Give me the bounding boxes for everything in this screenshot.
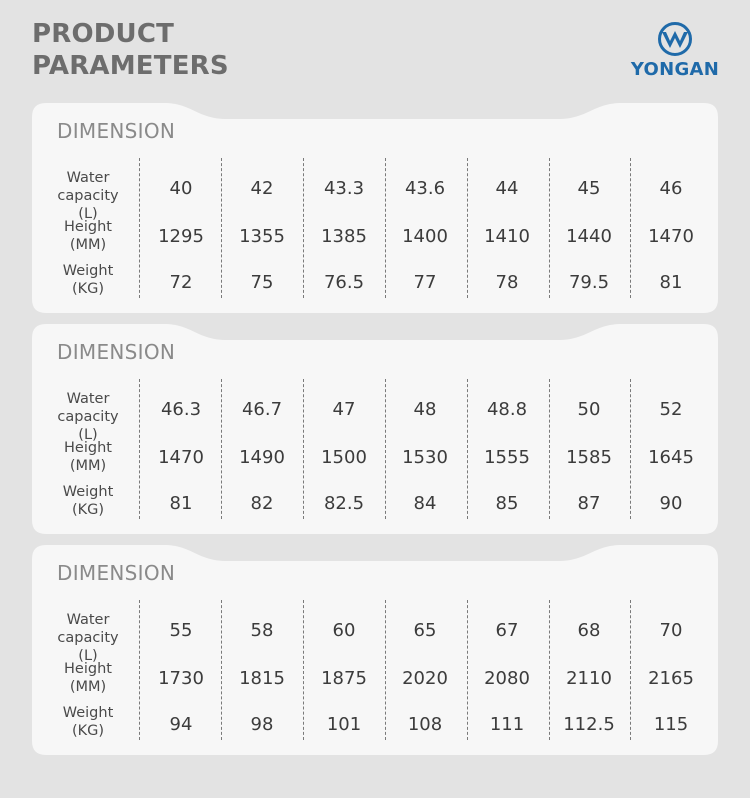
cell-water: 68	[577, 620, 601, 641]
cell-height: 1500	[321, 447, 367, 468]
cell-water: 67	[495, 620, 519, 641]
cell-water: 60	[332, 620, 356, 641]
cell-water: 43.3	[323, 178, 365, 199]
yongan-logo-icon	[658, 22, 692, 56]
row-label-line: Water	[66, 391, 110, 407]
cell-height: 1295	[158, 226, 204, 247]
cell-water: 50	[577, 399, 601, 420]
cell-weight: 115	[653, 714, 689, 735]
row-label-line: (L)	[78, 206, 98, 222]
cell-water: 70	[659, 620, 683, 641]
row-label-line: (KG)	[71, 723, 105, 739]
cell-height: 1585	[566, 447, 612, 468]
cell-water: 58	[250, 620, 274, 641]
cell-weight: 108	[407, 714, 443, 735]
cell-height: 1470	[648, 226, 694, 247]
row-label-line: (L)	[78, 648, 98, 664]
cell-weight: 98	[250, 714, 274, 735]
row-label-line: (KG)	[71, 502, 105, 518]
row-label-water	[38, 390, 138, 444]
section-tab-label: DIMENSION	[57, 561, 176, 585]
cell-weight: 77	[413, 272, 437, 293]
cell-height: 1385	[321, 226, 367, 247]
cell-height: 1440	[566, 226, 612, 247]
cell-height: 1490	[239, 447, 285, 468]
cell-water: 45	[577, 178, 601, 199]
cell-height: 1645	[648, 447, 694, 468]
page-title	[32, 18, 229, 82]
cell-water: 43.6	[404, 178, 446, 199]
cell-weight: 112.5	[563, 714, 615, 735]
row-label-weight	[38, 262, 138, 298]
cell-water: 46.7	[241, 399, 283, 420]
row-label-line: Height	[64, 440, 112, 456]
row-label-height	[38, 218, 138, 254]
dimension-table-2	[32, 324, 718, 534]
row-label-line: Water	[66, 170, 110, 186]
cell-weight: 76.5	[323, 272, 365, 293]
cell-weight: 81	[659, 272, 683, 293]
cell-water: 52	[659, 399, 683, 420]
cell-weight: 87	[577, 493, 601, 514]
row-label-line: (L)	[78, 427, 98, 443]
cell-water: 48	[413, 399, 437, 420]
cell-weight: 84	[413, 493, 437, 514]
cell-weight: 94	[169, 714, 193, 735]
cell-water: 55	[169, 620, 193, 641]
cell-water: 40	[169, 178, 193, 199]
cell-height: 2020	[402, 668, 448, 689]
cell-weight: 81	[169, 493, 193, 514]
cell-height: 1410	[484, 226, 530, 247]
row-label-line: (MM)	[69, 679, 107, 695]
row-label-height	[38, 439, 138, 475]
cell-water: 42	[250, 178, 274, 199]
row-label-line: Weight	[62, 263, 114, 279]
cell-height: 1730	[158, 668, 204, 689]
section-tab-label: DIMENSION	[57, 119, 176, 143]
row-label-water	[38, 169, 138, 223]
cell-water: 44	[495, 178, 519, 199]
cell-weight: 72	[169, 272, 193, 293]
brand-logo	[620, 22, 730, 86]
row-label-line: Height	[64, 219, 112, 235]
row-label-line: Height	[64, 661, 112, 677]
row-label-weight	[38, 483, 138, 519]
cell-height: 1815	[239, 668, 285, 689]
cell-height: 1355	[239, 226, 285, 247]
row-label-line: (MM)	[69, 237, 107, 253]
cell-weight: 75	[250, 272, 274, 293]
cell-water: 48.8	[486, 399, 528, 420]
cell-height: 1555	[484, 447, 530, 468]
dimension-table-3	[32, 545, 718, 755]
section-tab-label: DIMENSION	[57, 340, 176, 364]
row-label-line: Weight	[62, 484, 114, 500]
cell-height: 1530	[402, 447, 448, 468]
row-label-water	[38, 611, 138, 665]
cell-weight: 111	[489, 714, 525, 735]
row-label-line: Water	[66, 612, 110, 628]
parameter-grid	[32, 156, 718, 301]
cell-height: 1400	[402, 226, 448, 247]
cell-height: 1470	[158, 447, 204, 468]
cell-height: 2080	[484, 668, 530, 689]
row-label-line: capacity	[57, 188, 119, 204]
cell-weight: 101	[326, 714, 362, 735]
cell-height: 2165	[648, 668, 694, 689]
cell-water: 65	[413, 620, 437, 641]
cell-weight: 90	[659, 493, 683, 514]
cell-water: 46	[659, 178, 683, 199]
cell-weight: 82.5	[323, 493, 365, 514]
cell-height: 1875	[321, 668, 367, 689]
row-label-line: Weight	[62, 705, 114, 721]
cell-weight: 79.5	[568, 272, 610, 293]
parameter-grid	[32, 377, 718, 522]
row-label-weight	[38, 704, 138, 740]
title-line-1: PRODUCT	[32, 19, 175, 49]
row-label-line: (KG)	[71, 281, 105, 297]
cell-weight: 78	[495, 272, 519, 293]
title-line-2: PARAMETERS	[32, 51, 229, 81]
row-label-line: capacity	[57, 409, 119, 425]
cell-weight: 85	[495, 493, 519, 514]
logo-text: YONGAN	[630, 59, 720, 80]
row-label-line: (MM)	[69, 458, 107, 474]
dimension-table-1	[32, 103, 718, 313]
cell-weight: 82	[250, 493, 274, 514]
row-label-height	[38, 660, 138, 696]
parameter-grid	[32, 598, 718, 743]
cell-water: 47	[332, 399, 356, 420]
row-label-line: capacity	[57, 630, 119, 646]
cell-water: 46.3	[160, 399, 202, 420]
cell-height: 2110	[566, 668, 612, 689]
